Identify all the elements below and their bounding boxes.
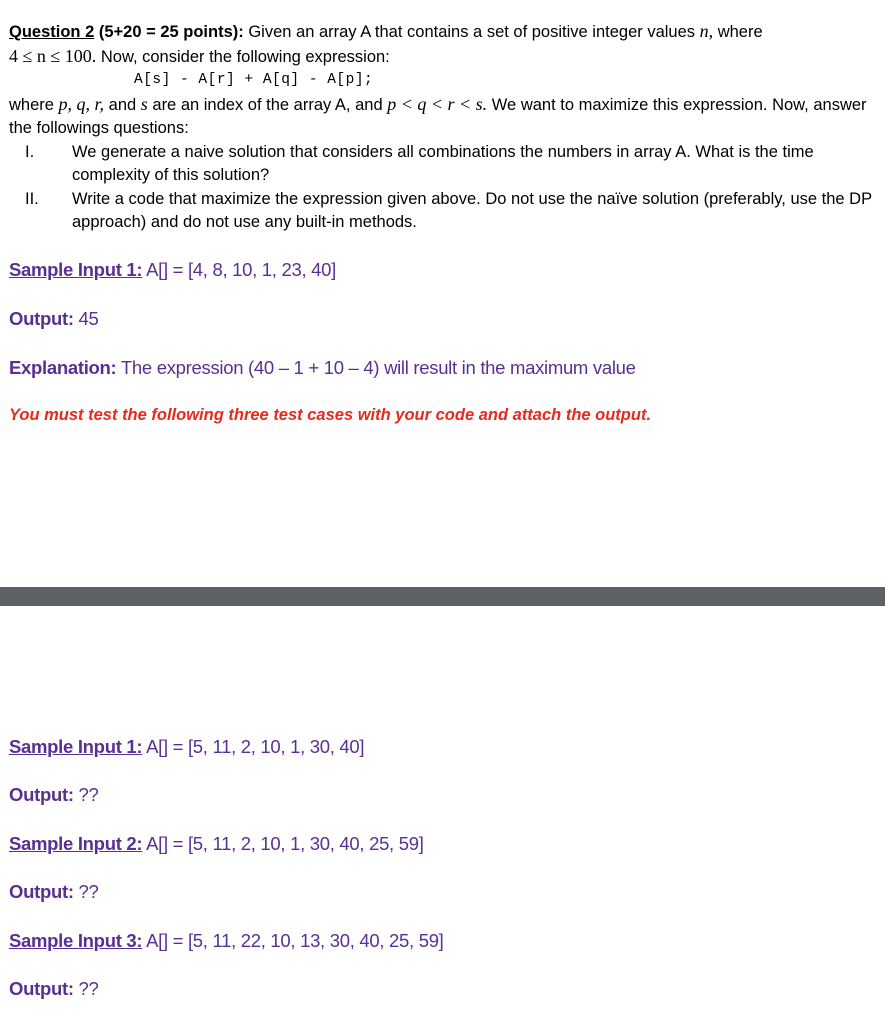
where-s: s: [140, 93, 148, 114]
output-label: Output:: [9, 308, 74, 329]
output-label: Output:: [9, 881, 74, 902]
where-text-2: are an index of the array A, and: [152, 95, 383, 114]
divider-bar: [0, 587, 885, 606]
test-output: [9, 978, 99, 1000]
explanation-value: The expression (40 – 1 + 10 – 4) will result in the maximum value: [116, 357, 636, 378]
test-sample-input: [9, 930, 444, 952]
output-value: 45: [73, 308, 99, 329]
test-instruction-note: You must test the following three test cases with your code and attach the output.: [9, 406, 652, 424]
question-number: Question 2: [9, 23, 95, 41]
sample-value: A[] = [5, 11, 2, 10, 1, 30, 40, 25, 59]: [142, 833, 424, 854]
test-sample-input: [9, 736, 364, 758]
test-output: [9, 784, 99, 806]
where-text-1: where: [9, 95, 54, 114]
question-paragraph: [9, 20, 879, 69]
intro-variable: n,: [699, 21, 714, 41]
sample-value: A[] = [4, 8, 10, 1, 23, 40]: [142, 259, 336, 280]
explanation-label: Explanation:: [9, 357, 117, 378]
sample-value: A[] = [5, 11, 22, 10, 13, 30, 40, 25, 59]: [142, 930, 444, 951]
constraint-math: 4 ≤ n ≤ 100.: [9, 45, 97, 66]
sample-label: Sample Input 1:: [9, 259, 143, 280]
list-item-number: II.: [25, 189, 39, 208]
where-and: and: [108, 95, 137, 114]
output-value: ??: [73, 784, 99, 805]
sample-value: A[] = [5, 11, 2, 10, 1, 30, 40]: [142, 736, 365, 757]
order-math: p < q < r < s.: [387, 93, 488, 114]
constraint-text: Now, consider the following expression:: [100, 47, 390, 66]
sample-label: Sample Input 1:: [9, 736, 143, 757]
test-output: [9, 881, 99, 903]
intro-text: Given an array A that contains a set of positive integer values: [248, 23, 696, 41]
output-label: Output:: [9, 784, 74, 805]
list-item-text: We generate a naive solution that considers all combinations the numbers in array A. What is the time complexity of this solution?: [72, 142, 814, 184]
question-points: (5+20 = 25 points):: [98, 23, 244, 41]
where-paragraph: [9, 93, 879, 141]
example-sample-input: [9, 259, 336, 281]
question-block: [9, 20, 879, 235]
list-item: [9, 141, 879, 188]
output-value: ??: [73, 881, 99, 902]
where-text-3: We want to maximize this expression. Now, answer the followings questions:: [9, 95, 867, 137]
list-item-number: I.: [25, 142, 35, 161]
sample-label: Sample Input 3:: [9, 930, 143, 951]
example-output: [9, 308, 99, 330]
example-explanation: [9, 357, 636, 379]
output-value: ??: [73, 978, 99, 999]
expression-code: A[s] - A[r] + A[q] - A[p];: [134, 72, 374, 88]
question-heading: [9, 23, 244, 41]
test-sample-input: [9, 833, 424, 855]
list-item-text: Write a code that maximize the expression given above. Do not use the naïve solution (preferably, use the DP approach) and do not use any built-in methods.: [72, 189, 872, 231]
sample-label: Sample Input 2:: [9, 833, 143, 854]
where-vars: p, q, r,: [58, 93, 105, 114]
output-label: Output:: [9, 978, 74, 999]
intro-end: where: [717, 23, 763, 41]
list-item: [9, 188, 879, 235]
